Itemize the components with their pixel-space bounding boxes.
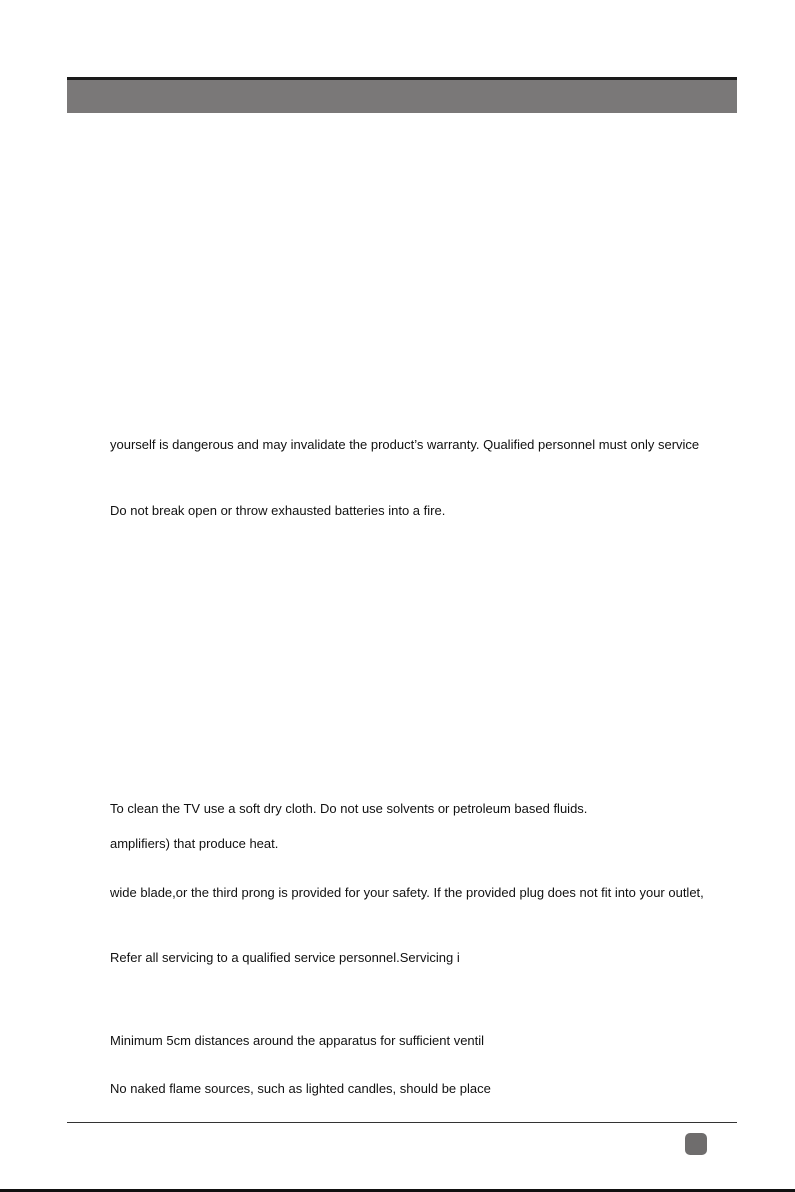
footer-rule xyxy=(67,1122,737,1123)
section-header-bar xyxy=(67,80,737,113)
text-line-cleaning: To clean the TV use a soft dry cloth. Do not use solvents or petroleum based fluids. xyxy=(110,801,588,816)
text-line-plug: wide blade,or the third prong is provided for your safety. If the provided plug does not fit into your outlet, xyxy=(110,885,704,900)
text-line-warranty: yourself is dangerous and may invalidate the product’s warranty. Qualified personnel must only service xyxy=(110,437,700,452)
text-line-servicing: Refer all servicing to a qualified service personnel.Servicing i xyxy=(110,950,460,965)
text-line-ventilation: Minimum 5cm distances around the apparatus for sufficient ventil xyxy=(110,1033,485,1048)
text-line-amplifiers: amplifiers) that produce heat. xyxy=(110,836,279,851)
text-line-flame: No naked flame sources, such as lighted candles, should be place xyxy=(110,1081,491,1096)
text-line-batteries: Do not break open or throw exhausted batteries into a fire. xyxy=(110,503,446,518)
page-number-badge xyxy=(685,1133,707,1155)
